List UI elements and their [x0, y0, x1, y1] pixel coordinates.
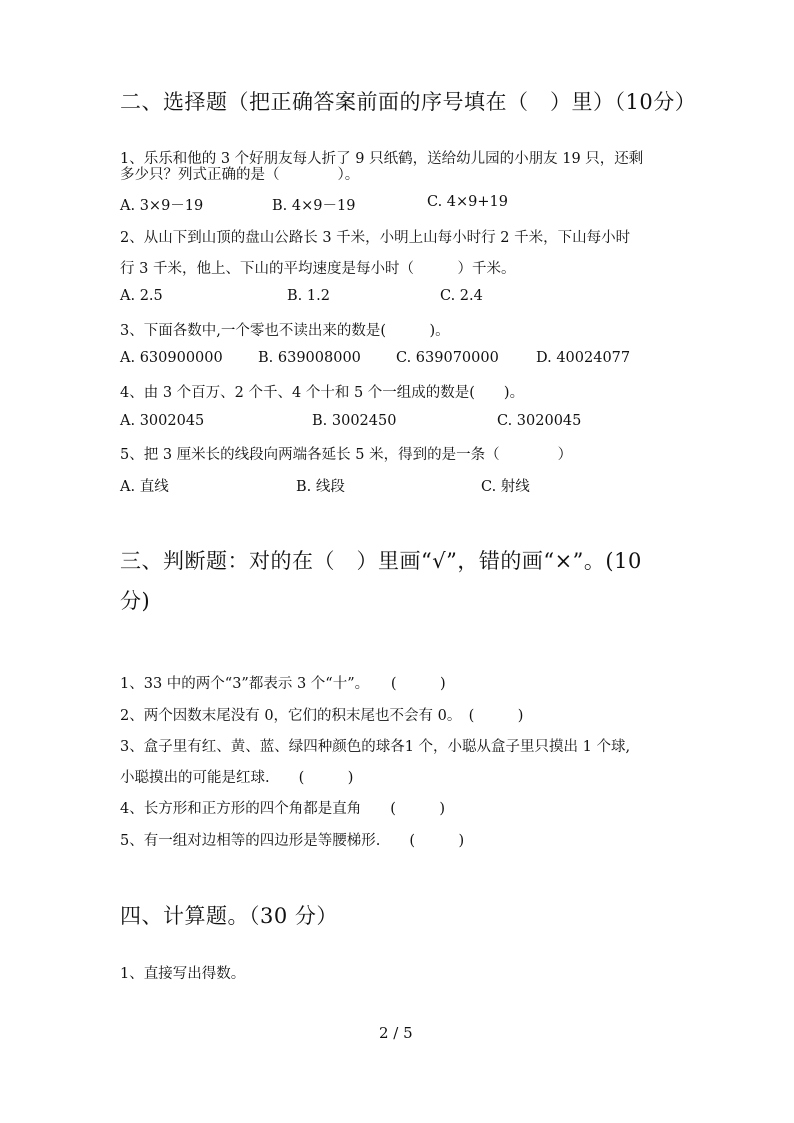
judgment-item-3-line-2: 小聪摸出的可能是红球. ( ) [120, 770, 354, 786]
question-3-option-b: B. 639008000 [258, 350, 361, 366]
judgment-item-3-line-1: 3、盒子里有红、黄、蓝、绿四种颜色的球各1 个，小聪从盒子里只摸出 1 个球, [120, 739, 631, 755]
section-2-title: 二、选择题（把正确答案前面的序号填在（ ）里）（10分） [120, 90, 697, 114]
question-1-line-1: 1、乐乐和他的 3 个好朋友每人折了 9 只纸鹤，送给幼儿园的小朋友 19 只，还剩 [120, 151, 644, 167]
question-2-option-a: A. 2.5 [120, 288, 163, 304]
question-1-line-2: 多少只？列式正确的是（ ）。 [120, 167, 360, 183]
section-3-title-line-2: 分) [120, 589, 151, 613]
question-3-option-a: A. 630900000 [120, 350, 223, 366]
question-5-option-b: B. 线段 [296, 479, 345, 495]
question-1-option-c: C. 4×9+19 [427, 194, 508, 210]
section-3-title-line-1: 三、判断题：对的在（ ）里画“√”，错的画“×”。(10 [120, 549, 642, 573]
question-3-option-d: D. 40024077 [536, 350, 631, 366]
question-2-option-b: B. 1.2 [287, 288, 330, 304]
judgment-item-2: 2、两个因数末尾没有 0，它们的积末尾也不会有 0。 ( ) [120, 708, 524, 724]
question-4-option-c: C. 3020045 [497, 413, 582, 429]
calculation-question-1: 1、直接写出得数。 [120, 966, 246, 982]
judgment-item-5: 5、有一组对边相等的四边形是等腰梯形. ( ) [120, 833, 465, 849]
question-1-option-b: B. 4×9－19 [272, 198, 356, 214]
question-4-line-1: 4、由 3 个百万、2 个千、4 个十和 5 个一组成的数是( )。 [120, 385, 525, 401]
question-4-option-b: B. 3002450 [312, 413, 397, 429]
question-3-option-c: C. 639070000 [396, 350, 499, 366]
question-2-line-1: 2、从山下到山顶的盘山公路长 3 千米，小明上山每小时行 2 千米，下山每小时 [120, 230, 631, 246]
question-4-option-a: A. 3002045 [120, 413, 205, 429]
question-5-option-c: C. 射线 [481, 479, 530, 495]
question-5-line-1: 5、把 3 厘米长的线段向两端各延长 5 米，得到的是一条（ ） [120, 447, 573, 463]
section-4-title: 四、计算题。（30 分） [120, 904, 338, 928]
question-2-option-c: C. 2.4 [440, 288, 483, 304]
question-3-line-1: 3、下面各数中,一个零也不读出来的数是( )。 [120, 323, 450, 339]
judgment-item-4: 4、长方形和正方形的四个角都是直角 ( ) [120, 801, 446, 817]
question-1-option-a: A. 3×9－19 [120, 198, 204, 214]
question-2-line-2: 行 3 千米，他上、下山的平均速度是每小时（ ）千米。 [120, 261, 516, 277]
page-number: 2 / 5 [379, 1024, 413, 1042]
question-5-option-a: A. 直线 [120, 479, 169, 495]
judgment-item-1: 1、33 中的两个“3”都表示 3 个“十”。 ( ) [120, 676, 446, 692]
